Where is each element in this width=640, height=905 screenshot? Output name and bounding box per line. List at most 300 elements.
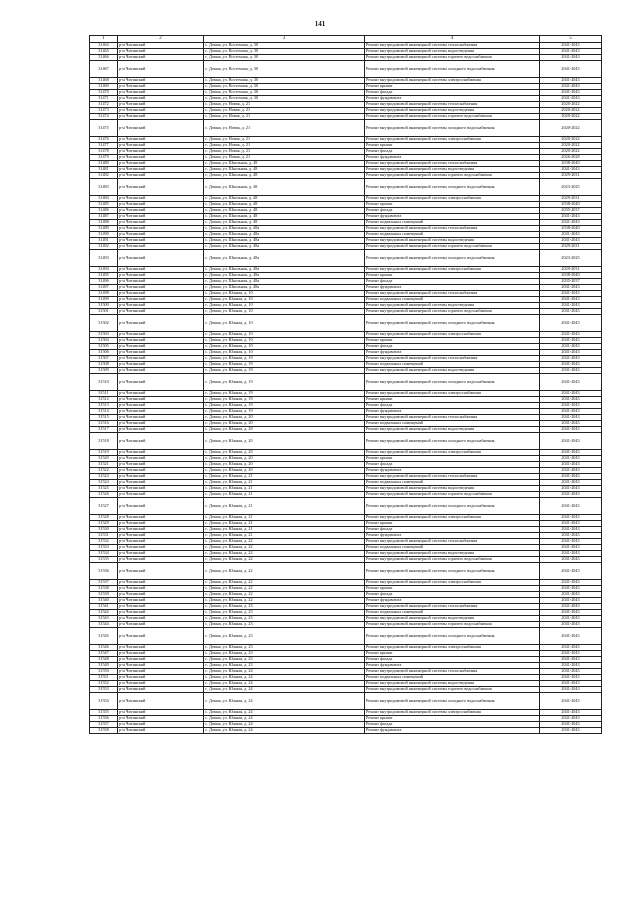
cell-work-type: Ремонт внутридомовой инженерной системы холодного водоснабжения bbox=[365, 61, 540, 78]
cell-work-type: Ремонт фундамента bbox=[365, 409, 540, 415]
cell-address: с. Домна, ул. Южная, д. 21 bbox=[204, 486, 365, 492]
cell-address: с. Домна, ул. Южная, д. 23 bbox=[204, 628, 365, 645]
cell-district: р-н Читинский bbox=[118, 681, 204, 687]
cell-district: р-н Читинский bbox=[118, 61, 204, 78]
cell-period: 2041-2043 bbox=[540, 498, 602, 515]
table-row bbox=[90, 179, 602, 196]
cell-number: 31505 bbox=[90, 344, 118, 350]
header-row bbox=[90, 36, 602, 43]
cell-address: с. Домна, ул. Школьная, д. 48а bbox=[204, 267, 365, 273]
cell-address: с. Домна, ул. Восточная, д. 30 bbox=[204, 61, 365, 78]
cell-number: 31498 bbox=[90, 291, 118, 297]
cell-period: 2041-2043 bbox=[540, 492, 602, 498]
cell-number: 31468 bbox=[90, 78, 118, 84]
cell-district: р-н Читинский bbox=[118, 462, 204, 468]
cell-number: 31526 bbox=[90, 492, 118, 498]
cell-address: с. Домна, ул. Новая, д. 21 bbox=[204, 108, 365, 114]
cell-number: 31496 bbox=[90, 279, 118, 285]
cell-address: с. Домна, ул. Южная, д. 19 bbox=[204, 397, 365, 403]
cell-district: р-н Читинский bbox=[118, 527, 204, 533]
cell-district: р-н Читинский bbox=[118, 309, 204, 315]
cell-work-type: Ремонт внутридомовой инженерной системы теплоснабжения bbox=[365, 102, 540, 108]
cell-address: с. Домна, ул. Южная, д. 21 bbox=[204, 480, 365, 486]
repair-schedule-table bbox=[89, 35, 602, 734]
cell-work-type: Ремонт крыши bbox=[365, 586, 540, 592]
cell-period: 2041-2043 bbox=[540, 663, 602, 669]
cell-work-type: Ремонт фасада bbox=[365, 279, 540, 285]
cell-address: с. Домна, ул. Школьная, д. 48а bbox=[204, 238, 365, 244]
cell-work-type: Ремонт подвальных помещений bbox=[365, 480, 540, 486]
cell-work-type: Ремонт внутридомовой инженерной системы горячего водоснабжения bbox=[365, 114, 540, 120]
cell-number: 31488 bbox=[90, 220, 118, 226]
cell-address: с. Домна, ул. Школьная, д. 48а bbox=[204, 285, 365, 291]
cell-period: 2029-2031 bbox=[540, 173, 602, 179]
cell-address: с. Домна, ул. Школьная, д. 48 bbox=[204, 161, 365, 167]
cell-work-type: Ремонт внутридомовой инженерной системы теплоснабжения bbox=[365, 604, 540, 610]
cell-period: 2041-2043 bbox=[540, 303, 602, 309]
cell-work-type: Ремонт внутридомовой инженерной системы теплоснабжения bbox=[365, 474, 540, 480]
cell-period: 2041-2043 bbox=[540, 722, 602, 728]
cell-number: 31542 bbox=[90, 610, 118, 616]
cell-work-type: Ремонт фундамента bbox=[365, 728, 540, 734]
cell-address: с. Домна, ул. Южная, д. 24 bbox=[204, 710, 365, 716]
cell-address: с. Домна, ул. Восточная, д. 30 bbox=[204, 55, 365, 61]
cell-number: 31529 bbox=[90, 521, 118, 527]
cell-number: 31473 bbox=[90, 108, 118, 114]
cell-district: р-н Читинский bbox=[118, 409, 204, 415]
cell-address: с. Домна, ул. Южная, д. 10 bbox=[204, 332, 365, 338]
cell-number: 31495 bbox=[90, 273, 118, 279]
cell-address: с. Домна, ул. Восточная, д. 30 bbox=[204, 78, 365, 84]
cell-period: 2041-2043 bbox=[540, 220, 602, 226]
cell-work-type: Ремонт подвальных помещений bbox=[365, 675, 540, 681]
cell-address: с. Домна, ул. Южная, д. 22 bbox=[204, 539, 365, 545]
cell-number: 31502 bbox=[90, 315, 118, 332]
cell-number: 31535 bbox=[90, 557, 118, 563]
cell-number: 31512 bbox=[90, 397, 118, 403]
cell-number: 31503 bbox=[90, 332, 118, 338]
cell-period: 2041-2043 bbox=[540, 669, 602, 675]
cell-district: р-н Читинский bbox=[118, 539, 204, 545]
cell-district: р-н Читинский bbox=[118, 663, 204, 669]
cell-number: 31528 bbox=[90, 515, 118, 521]
cell-work-type: Ремонт внутридомовой инженерной системы горячего водоснабжения bbox=[365, 244, 540, 250]
table-row bbox=[90, 693, 602, 710]
cell-work-type: Ремонт подвальных помещений bbox=[365, 421, 540, 427]
cell-district: р-н Читинский bbox=[118, 350, 204, 356]
cell-work-type: Ремонт подвальных помещений bbox=[365, 610, 540, 616]
cell-period: 2041-2043 bbox=[540, 557, 602, 563]
cell-number: 31469 bbox=[90, 84, 118, 90]
cell-period: 2041-2043 bbox=[540, 238, 602, 244]
cell-number: 31523 bbox=[90, 474, 118, 480]
cell-district: р-н Читинский bbox=[118, 78, 204, 84]
column-header: 2 bbox=[118, 36, 204, 43]
cell-number: 31464 bbox=[90, 43, 118, 49]
cell-address: с. Домна, ул. Восточная, д. 30 bbox=[204, 84, 365, 90]
cell-period: 2041-2043 bbox=[540, 657, 602, 663]
cell-number: 31532 bbox=[90, 539, 118, 545]
cell-number: 31481 bbox=[90, 167, 118, 173]
cell-number: 31541 bbox=[90, 604, 118, 610]
cell-number: 31475 bbox=[90, 120, 118, 137]
cell-district: р-н Читинский bbox=[118, 114, 204, 120]
cell-period: 2041-2043 bbox=[540, 315, 602, 332]
cell-period: 2041-2043 bbox=[540, 693, 602, 710]
cell-address: с. Домна, ул. Южная, д. 22 bbox=[204, 586, 365, 592]
cell-number: 31476 bbox=[90, 137, 118, 143]
cell-period: 2041-2043 bbox=[540, 645, 602, 651]
cell-district: р-н Читинский bbox=[118, 498, 204, 515]
table-body bbox=[90, 43, 602, 734]
cell-district: р-н Читинский bbox=[118, 651, 204, 657]
cell-district: р-н Читинский bbox=[118, 202, 204, 208]
cell-period: 2041-2043 bbox=[540, 474, 602, 480]
cell-district: р-н Читинский bbox=[118, 474, 204, 480]
cell-period: 2041-2043 bbox=[540, 167, 602, 173]
cell-period: 2041-2043 bbox=[540, 586, 602, 592]
cell-period: 2038-2040 bbox=[540, 161, 602, 167]
cell-work-type: Ремонт фасада bbox=[365, 592, 540, 598]
cell-address: с. Домна, ул. Южная, д. 19 bbox=[204, 374, 365, 391]
cell-district: р-н Читинский bbox=[118, 397, 204, 403]
cell-period: 2041-2043 bbox=[540, 332, 602, 338]
page-number: 141 bbox=[314, 20, 326, 28]
cell-district: р-н Читинский bbox=[118, 220, 204, 226]
cell-address: с. Домна, ул. Южная, д. 23 bbox=[204, 663, 365, 669]
cell-address: с. Домна, ул. Южная, д. 20 bbox=[204, 450, 365, 456]
cell-work-type: Ремонт фундамента bbox=[365, 155, 540, 161]
cell-number: 31543 bbox=[90, 616, 118, 622]
cell-number: 31539 bbox=[90, 592, 118, 598]
cell-number: 31550 bbox=[90, 669, 118, 675]
cell-work-type: Ремонт внутридомовой инженерной системы электроснабжения bbox=[365, 391, 540, 397]
cell-address: с. Домна, ул. Южная, д. 19 bbox=[204, 409, 365, 415]
cell-period: 2041-2043 bbox=[540, 486, 602, 492]
cell-district: р-н Читинский bbox=[118, 533, 204, 539]
cell-period: 2041-2043 bbox=[540, 232, 602, 238]
cell-period: 2041-2043 bbox=[540, 61, 602, 78]
cell-number: 31471 bbox=[90, 96, 118, 102]
cell-period: 2041-2043 bbox=[540, 604, 602, 610]
cell-number: 31489 bbox=[90, 226, 118, 232]
cell-address: с. Домна, ул. Школьная, д. 48а bbox=[204, 226, 365, 232]
cell-district: р-н Читинский bbox=[118, 315, 204, 332]
cell-period: 2041-2043 bbox=[540, 580, 602, 586]
cell-address: с. Домна, ул. Новая, д. 21 bbox=[204, 120, 365, 137]
cell-district: р-н Читинский bbox=[118, 84, 204, 90]
cell-period: 2020-2022 bbox=[540, 108, 602, 114]
cell-address: с. Домна, ул. Южная, д. 22 bbox=[204, 551, 365, 557]
table-row bbox=[90, 498, 602, 515]
cell-number: 31500 bbox=[90, 303, 118, 309]
cell-district: р-н Читинский bbox=[118, 226, 204, 232]
cell-period: 2041-2043 bbox=[540, 521, 602, 527]
cell-period: 2023-2025 bbox=[540, 179, 602, 196]
cell-address: с. Домна, ул. Школьная, д. 48а bbox=[204, 244, 365, 250]
cell-number: 31533 bbox=[90, 545, 118, 551]
cell-period: 2041-2043 bbox=[540, 468, 602, 474]
cell-district: р-н Читинский bbox=[118, 669, 204, 675]
cell-district: р-н Читинский bbox=[118, 628, 204, 645]
cell-period: 2041-2043 bbox=[540, 716, 602, 722]
cell-district: р-н Читинский bbox=[118, 273, 204, 279]
cell-district: р-н Читинский bbox=[118, 244, 204, 250]
cell-period: 2041-2043 bbox=[540, 297, 602, 303]
cell-district: р-н Читинский bbox=[118, 332, 204, 338]
cell-work-type: Ремонт внутридомовой инженерной системы электроснабжения bbox=[365, 450, 540, 456]
cell-address: с. Домна, ул. Южная, д. 19 bbox=[204, 403, 365, 409]
cell-work-type: Ремонт внутридомовой инженерной системы водоотведения bbox=[365, 108, 540, 114]
cell-district: р-н Читинский bbox=[118, 580, 204, 586]
cell-number: 31531 bbox=[90, 533, 118, 539]
cell-work-type: Ремонт внутридомовой инженерной системы холодного водоснабжения bbox=[365, 433, 540, 450]
cell-district: р-н Читинский bbox=[118, 610, 204, 616]
cell-work-type: Ремонт внутридомовой инженерной системы горячего водоснабжения bbox=[365, 557, 540, 563]
cell-work-type: Ремонт фасада bbox=[365, 403, 540, 409]
cell-district: р-н Читинский bbox=[118, 173, 204, 179]
cell-district: р-н Читинский bbox=[118, 143, 204, 149]
cell-work-type: Ремонт внутридомовой инженерной системы горячего водоснабжения bbox=[365, 492, 540, 498]
cell-district: р-н Читинский bbox=[118, 557, 204, 563]
cell-period: 2041-2043 bbox=[540, 409, 602, 415]
cell-district: р-н Читинский bbox=[118, 49, 204, 55]
cell-work-type: Ремонт фасада bbox=[365, 462, 540, 468]
cell-district: р-н Читинский bbox=[118, 486, 204, 492]
cell-number: 31545 bbox=[90, 628, 118, 645]
cell-district: р-н Читинский bbox=[118, 303, 204, 309]
cell-work-type: Ремонт внутридомовой инженерной системы водоотведения bbox=[365, 238, 540, 244]
cell-work-type: Ремонт внутридомовой инженерной системы водоотведения bbox=[365, 49, 540, 55]
cell-district: р-н Читинский bbox=[118, 102, 204, 108]
cell-address: с. Домна, ул. Южная, д. 21 bbox=[204, 498, 365, 515]
cell-number: 31537 bbox=[90, 580, 118, 586]
cell-work-type: Ремонт фундамента bbox=[365, 533, 540, 539]
cell-address: с. Домна, ул. Южная, д. 24 bbox=[204, 728, 365, 734]
cell-district: р-н Читинский bbox=[118, 693, 204, 710]
column-header: 1 bbox=[90, 36, 118, 43]
cell-district: р-н Читинский bbox=[118, 645, 204, 651]
cell-number: 31474 bbox=[90, 114, 118, 120]
cell-period: 2041-2043 bbox=[540, 49, 602, 55]
cell-work-type: Ремонт подвальных помещений bbox=[365, 220, 540, 226]
cell-district: р-н Читинский bbox=[118, 232, 204, 238]
cell-district: р-н Читинский bbox=[118, 90, 204, 96]
cell-address: с. Домна, ул. Новая, д. 21 bbox=[204, 102, 365, 108]
cell-address: с. Домна, ул. Южная, д. 22 bbox=[204, 598, 365, 604]
cell-district: р-н Читинский bbox=[118, 421, 204, 427]
cell-work-type: Ремонт фасада bbox=[365, 344, 540, 350]
cell-work-type: Ремонт фундамента bbox=[365, 663, 540, 669]
cell-number: 31466 bbox=[90, 55, 118, 61]
cell-address: с. Домна, ул. Южная, д. 24 bbox=[204, 669, 365, 675]
cell-address: с. Домна, ул. Южная, д. 10 bbox=[204, 291, 365, 297]
cell-period: 2020-2022 bbox=[540, 120, 602, 137]
cell-address: с. Домна, ул. Южная, д. 21 bbox=[204, 515, 365, 521]
cell-period: 2041-2043 bbox=[540, 480, 602, 486]
cell-number: 31558 bbox=[90, 728, 118, 734]
column-header: 5 bbox=[540, 36, 602, 43]
cell-address: с. Домна, ул. Школьная, д. 48 bbox=[204, 220, 365, 226]
cell-address: с. Домна, ул. Школьная, д. 48 bbox=[204, 173, 365, 179]
cell-address: с. Домна, ул. Южная, д. 10 bbox=[204, 350, 365, 356]
cell-number: 31557 bbox=[90, 722, 118, 728]
cell-address: с. Домна, ул. Новая, д. 21 bbox=[204, 114, 365, 120]
cell-address: с. Домна, ул. Южная, д. 20 bbox=[204, 456, 365, 462]
cell-number: 31519 bbox=[90, 450, 118, 456]
cell-period: 2041-2043 bbox=[540, 427, 602, 433]
cell-district: р-н Читинский bbox=[118, 722, 204, 728]
cell-address: с. Домна, ул. Южная, д. 23 bbox=[204, 604, 365, 610]
table-row bbox=[90, 250, 602, 267]
cell-period: 2041-2043 bbox=[540, 598, 602, 604]
cell-address: с. Домна, ул. Новая, д. 21 bbox=[204, 155, 365, 161]
cell-work-type: Ремонт фундамента bbox=[365, 350, 540, 356]
cell-number: 31486 bbox=[90, 208, 118, 214]
cell-number: 31480 bbox=[90, 161, 118, 167]
cell-address: с. Домна, ул. Южная, д. 24 bbox=[204, 722, 365, 728]
cell-number: 31549 bbox=[90, 663, 118, 669]
cell-district: р-н Читинский bbox=[118, 196, 204, 202]
cell-work-type: Ремонт внутридомовой инженерной системы электроснабжения bbox=[365, 267, 540, 273]
cell-period: 2029-2031 bbox=[540, 267, 602, 273]
cell-address: с. Домна, ул. Южная, д. 20 bbox=[204, 433, 365, 450]
cell-period: 2020-2022 bbox=[540, 143, 602, 149]
cell-work-type: Ремонт крыши bbox=[365, 143, 540, 149]
cell-district: р-н Читинский bbox=[118, 427, 204, 433]
cell-work-type: Ремонт внутридомовой инженерной системы холодного водоснабжения bbox=[365, 120, 540, 137]
cell-address: с. Домна, ул. Южная, д. 20 bbox=[204, 462, 365, 468]
cell-period: 2041-2043 bbox=[540, 214, 602, 220]
cell-district: р-н Читинский bbox=[118, 179, 204, 196]
cell-number: 31504 bbox=[90, 338, 118, 344]
cell-number: 31491 bbox=[90, 238, 118, 244]
cell-district: р-н Читинский bbox=[118, 96, 204, 102]
cell-work-type: Ремонт крыши bbox=[365, 456, 540, 462]
cell-address: с. Домна, ул. Школьная, д. 48 bbox=[204, 208, 365, 214]
cell-work-type: Ремонт фасада bbox=[365, 149, 540, 155]
cell-period: 2041-2043 bbox=[540, 415, 602, 421]
cell-period: 2041-2043 bbox=[540, 403, 602, 409]
cell-address: с. Домна, ул. Южная, д. 21 bbox=[204, 474, 365, 480]
cell-period: 2041-2043 bbox=[540, 456, 602, 462]
cell-address: с. Домна, ул. Южная, д. 22 bbox=[204, 592, 365, 598]
cell-period: 2041-2043 bbox=[540, 610, 602, 616]
cell-address: с. Домна, ул. Южная, д. 24 bbox=[204, 687, 365, 693]
cell-period: 2041-2043 bbox=[540, 96, 602, 102]
cell-district: р-н Читинский bbox=[118, 297, 204, 303]
cell-work-type: Ремонт крыши bbox=[365, 397, 540, 403]
cell-number: 31506 bbox=[90, 350, 118, 356]
cell-period: 2038-2040 bbox=[540, 202, 602, 208]
cell-period: 2041-2043 bbox=[540, 344, 602, 350]
cell-district: р-н Читинский bbox=[118, 391, 204, 397]
cell-address: с. Домна, ул. Южная, д. 23 bbox=[204, 657, 365, 663]
cell-address: с. Домна, ул. Южная, д. 10 bbox=[204, 303, 365, 309]
cell-address: с. Домна, ул. Южная, д. 21 bbox=[204, 521, 365, 527]
cell-number: 31508 bbox=[90, 362, 118, 368]
cell-period: 2041-2043 bbox=[540, 350, 602, 356]
cell-period: 2041-2043 bbox=[540, 728, 602, 734]
cell-work-type: Ремонт внутридомовой инженерной системы теплоснабжения bbox=[365, 415, 540, 421]
cell-period: 2038-2040 bbox=[540, 273, 602, 279]
cell-number: 31490 bbox=[90, 232, 118, 238]
cell-address: с. Домна, ул. Южная, д. 19 bbox=[204, 362, 365, 368]
cell-period: 2041-2043 bbox=[540, 391, 602, 397]
cell-period: 2041-2043 bbox=[540, 462, 602, 468]
cell-period: 2041-2043 bbox=[540, 551, 602, 557]
cell-work-type: Ремонт внутридомовой инженерной системы водоотведения bbox=[365, 368, 540, 374]
cell-address: с. Домна, ул. Восточная, д. 30 bbox=[204, 90, 365, 96]
cell-district: р-н Читинский bbox=[118, 592, 204, 598]
cell-address: с. Домна, ул. Восточная, д. 30 bbox=[204, 96, 365, 102]
table-row bbox=[90, 374, 602, 391]
cell-district: р-н Читинский bbox=[118, 521, 204, 527]
cell-address: с. Домна, ул. Южная, д. 21 bbox=[204, 533, 365, 539]
cell-district: р-н Читинский bbox=[118, 598, 204, 604]
cell-period: 2041-2043 bbox=[540, 545, 602, 551]
cell-district: р-н Читинский bbox=[118, 403, 204, 409]
cell-number: 31518 bbox=[90, 433, 118, 450]
cell-work-type: Ремонт фундамента bbox=[365, 598, 540, 604]
cell-period: 2041-2043 bbox=[540, 78, 602, 84]
cell-address: с. Домна, ул. Школьная, д. 48 bbox=[204, 202, 365, 208]
cell-work-type: Ремонт крыши bbox=[365, 273, 540, 279]
cell-district: р-н Читинский bbox=[118, 149, 204, 155]
cell-work-type: Ремонт внутридомовой инженерной системы теплоснабжения bbox=[365, 43, 540, 49]
cell-district: р-н Читинский bbox=[118, 120, 204, 137]
cell-work-type: Ремонт внутридомовой инженерной системы электроснабжения bbox=[365, 196, 540, 202]
cell-period: 2041-2043 bbox=[540, 291, 602, 297]
cell-number: 31534 bbox=[90, 551, 118, 557]
cell-address: с. Домна, ул. Южная, д. 22 bbox=[204, 545, 365, 551]
cell-work-type: Ремонт внутридомовой инженерной системы горячего водоснабжения bbox=[365, 309, 540, 315]
cell-district: р-н Читинский bbox=[118, 657, 204, 663]
cell-district: р-н Читинский bbox=[118, 604, 204, 610]
cell-period: 2041-2043 bbox=[540, 675, 602, 681]
cell-number: 31482 bbox=[90, 173, 118, 179]
cell-period: 2041-2043 bbox=[540, 43, 602, 49]
cell-number: 31484 bbox=[90, 196, 118, 202]
cell-number: 31540 bbox=[90, 598, 118, 604]
cell-number: 31548 bbox=[90, 657, 118, 663]
cell-period: 2041-2043 bbox=[540, 55, 602, 61]
cell-district: р-н Читинский bbox=[118, 285, 204, 291]
cell-work-type: Ремонт внутридомовой инженерной системы холодного водоснабжения bbox=[365, 250, 540, 267]
cell-period: 2041-2043 bbox=[540, 533, 602, 539]
cell-period: 2041-2043 bbox=[540, 285, 602, 291]
cell-work-type: Ремонт крыши bbox=[365, 521, 540, 527]
cell-work-type: Ремонт фасада bbox=[365, 208, 540, 214]
cell-district: р-н Читинский bbox=[118, 710, 204, 716]
cell-district: р-н Читинский bbox=[118, 551, 204, 557]
cell-period: 2041-2043 bbox=[540, 421, 602, 427]
cell-number: 31515 bbox=[90, 415, 118, 421]
cell-work-type: Ремонт внутридомовой инженерной системы электроснабжения bbox=[365, 78, 540, 84]
cell-district: р-н Читинский bbox=[118, 279, 204, 285]
cell-number: 31530 bbox=[90, 527, 118, 533]
cell-address: с. Домна, ул. Южная, д. 22 bbox=[204, 563, 365, 580]
cell-district: р-н Читинский bbox=[118, 415, 204, 421]
cell-district: р-н Читинский bbox=[118, 480, 204, 486]
cell-number: 31492 bbox=[90, 244, 118, 250]
cell-work-type: Ремонт внутридомовой инженерной системы водоотведения bbox=[365, 486, 540, 492]
cell-address: с. Домна, ул. Южная, д. 20 bbox=[204, 468, 365, 474]
cell-period: 2020-2022 bbox=[540, 114, 602, 120]
cell-period: 2041-2043 bbox=[540, 687, 602, 693]
cell-period: 2020-2022 bbox=[540, 137, 602, 143]
cell-period: 2041-2043 bbox=[540, 563, 602, 580]
